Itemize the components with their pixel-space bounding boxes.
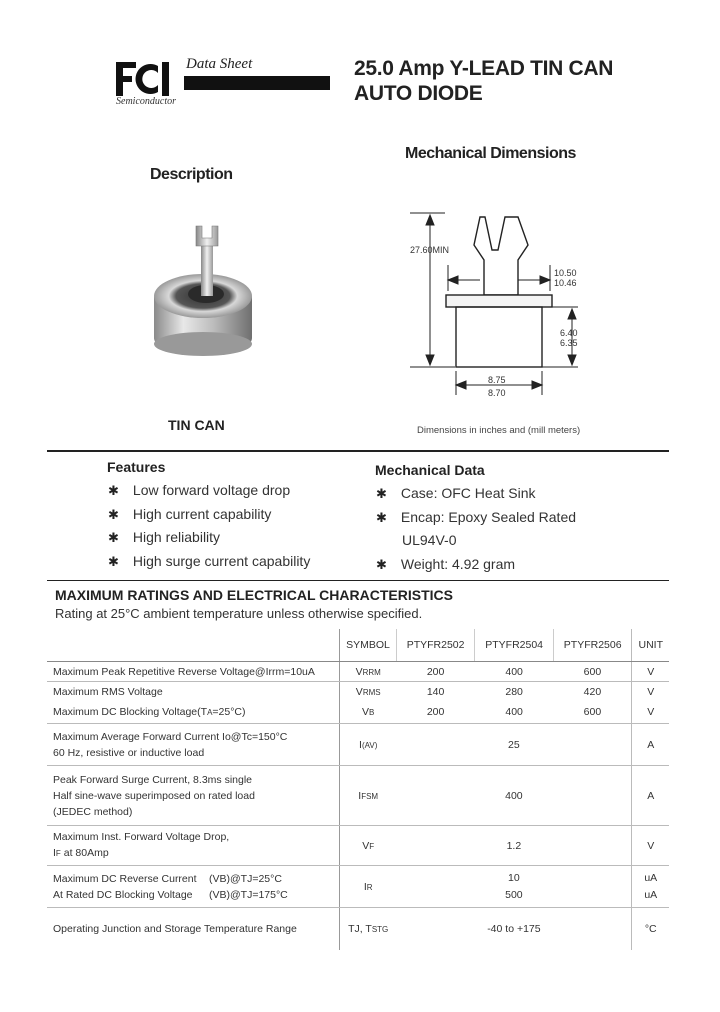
star-icon: ✱	[376, 556, 387, 572]
star-icon: ✱	[108, 483, 119, 498]
divider-ratings	[47, 580, 669, 581]
dim-lead-max: 10.50	[554, 268, 577, 278]
table-header-row	[47, 629, 669, 662]
star-icon: ✱	[376, 486, 387, 501]
list-item: ✱ High current capability	[108, 505, 272, 522]
star-icon: ✱	[376, 509, 387, 525]
dim-total-label: 27.60MIN	[410, 245, 450, 255]
list-item: ✱ Encap: Epoxy Sealed Rated	[376, 508, 577, 525]
features-heading: Features	[107, 459, 166, 475]
dim-body-max: 6.40	[560, 328, 578, 338]
star-icon: ✱	[108, 530, 119, 545]
table-row: Maximum Inst. Forward Voltage Drop, IF at 80Amp VF 1.2 V	[47, 826, 669, 866]
title-line-1: 25.0 Amp Y-LEAD TIN CAN	[354, 57, 614, 80]
ratings-subtitle: Rating at 25°C ambient temperature unless otherwise specified.	[55, 606, 423, 621]
table-row: Maximum RMS Voltage VRMS 140 280 420 V	[47, 682, 669, 702]
mechanical-dimensions-heading: Mechanical Dimensions	[405, 145, 576, 162]
list-item: ✱ High reliability	[108, 529, 221, 545]
star-icon: ✱	[108, 506, 119, 522]
divider-top	[47, 450, 669, 452]
table-row: Maximum DC Blocking Voltage(TA=25°C) VB 200 400 600 V	[47, 702, 669, 724]
mechanical-data-list	[376, 485, 576, 579]
col-unit: UNIT	[632, 629, 669, 662]
mechanical-data-heading: Mechanical Data	[375, 462, 485, 478]
col-ptyfr2504: PTYFR2504	[475, 629, 554, 662]
ratings-title: MAXIMUM RATINGS AND ELECTRICAL CHARACTERISTICS	[55, 587, 453, 603]
col-ptyfr2502: PTYFR2502	[396, 629, 475, 662]
table-row: Maximum DC Reverse Current (VB)@TJ=25°C At Rated DC Blocking Voltage (VB)@TJ=175°C IR 10 500 uA uA	[47, 866, 669, 908]
list-item: ✱ High surge current capability	[108, 552, 311, 569]
dim-width-max: 8.75	[488, 375, 506, 385]
star-icon: ✱	[108, 553, 119, 569]
list-item: ✱ Low forward voltage drop	[108, 482, 291, 498]
list-item: ✱ Case: OFC Heat Sink	[376, 485, 536, 501]
datasheet-label: Data Sheet	[186, 56, 253, 72]
table-row: Maximum Peak Repetitive Reverse Voltage@Irrm=10uA VRRM 200 400 600 V	[47, 662, 669, 682]
description-heading: Description	[150, 166, 233, 183]
tin-can-caption: TIN CAN	[168, 417, 225, 433]
list-item: ✱ Weight: 4.92 gram	[376, 555, 516, 572]
dimension-drawing	[400, 205, 590, 405]
table-row: Operating Junction and Storage Temperature Range TJ, TSTG -40 to +175 °C	[47, 908, 669, 950]
page-title	[354, 56, 613, 106]
company-name: Semiconductor	[116, 96, 176, 107]
table-row: Peak Forward Surge Current, 8.3ms single Half sine-wave superimposed on rated load (JEDEC method) IFSM 400 A	[47, 766, 669, 826]
title-line-2: AUTO DIODE	[354, 82, 483, 105]
table-row: Maximum Average Forward Current Io@Tc=150°C 60 Hz, resistive or inductive load I(AV) 25 A	[47, 724, 669, 766]
ratings-table	[47, 629, 669, 950]
dim-width-min: 8.70	[488, 388, 506, 398]
col-ptyfr2506: PTYFR2506	[553, 629, 632, 662]
dimensions-note: Dimensions in inches and (mill meters)	[417, 425, 581, 436]
list-item: UL94V-0	[402, 532, 457, 548]
col-symbol: SYMBOL	[340, 629, 397, 662]
header-bar	[184, 76, 330, 90]
dim-lead-min: 10.46	[554, 278, 577, 288]
tin-can-photo	[148, 220, 268, 360]
features-list	[108, 482, 310, 576]
dim-body-min: 6.35	[560, 338, 578, 348]
